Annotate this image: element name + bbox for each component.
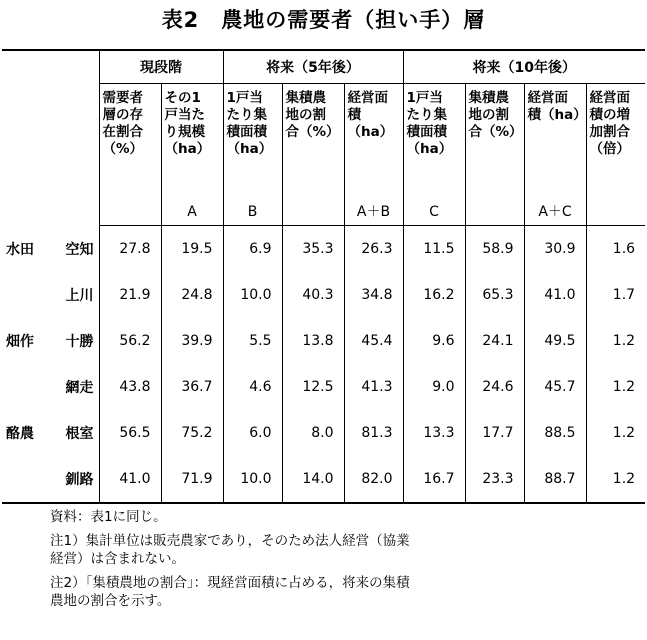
column-header: 需要者 層の存 在割合 （%） (99, 84, 161, 226)
table-row (2, 456, 645, 503)
value-cell: 24.8 (161, 272, 223, 318)
column-header: 経営面 積（ha） A＋B (344, 84, 403, 226)
value-cell: 40.3 (282, 272, 344, 318)
value-cell: 82.0 (344, 456, 403, 503)
note-text: 注1）集計単位は販売農家であり，そのため法人経営（協業 (50, 533, 410, 549)
value-cell: 9.6 (403, 318, 465, 364)
value-cell: 21.9 (99, 272, 161, 318)
value-cell: 39.9 (161, 318, 223, 364)
value-cell: 26.3 (344, 226, 403, 273)
category-cell: 酪農 (6, 426, 34, 442)
value-cell: 49.5 (524, 318, 586, 364)
corner-cell (2, 50, 52, 226)
value-cell: 1.6 (586, 226, 645, 273)
group-header-row (2, 50, 645, 84)
table-row (2, 318, 645, 364)
value-cell: 17.7 (465, 410, 524, 456)
column-header: その1 戸当た り規模 （ha） A (161, 84, 223, 226)
table-title: 表2 農地の需要者（担い手）層 (161, 8, 486, 32)
value-cell: 75.2 (161, 410, 223, 456)
value-cell: 11.5 (403, 226, 465, 273)
category-cell: 水田 (6, 241, 34, 258)
value-cell: 41.0 (99, 456, 161, 503)
value-cell: 19.5 (161, 226, 223, 273)
group-header: 将来（10年後） (403, 50, 645, 84)
category-cell (2, 364, 52, 410)
note-text: 資料：表1に同じ。 (50, 509, 167, 525)
category-cell (2, 456, 52, 503)
value-cell: 24.6 (465, 364, 524, 410)
value-cell: 6.9 (223, 226, 282, 273)
value-cell: 8.0 (282, 410, 344, 456)
group-header: 現段階 (99, 50, 223, 84)
value-cell: 12.5 (282, 364, 344, 410)
value-cell: 41.3 (344, 364, 403, 410)
source-note (50, 508, 630, 526)
region-cell: 上川 (65, 288, 94, 304)
corner-cell (52, 50, 99, 226)
value-cell: 88.7 (524, 456, 586, 503)
column-header: 1戸当 たり集 積面積 （ha） C (403, 84, 465, 226)
value-cell: 1.2 (586, 410, 645, 456)
value-cell: 36.7 (161, 364, 223, 410)
value-cell: 10.0 (223, 272, 282, 318)
value-cell: 45.7 (524, 364, 586, 410)
value-cell: 13.8 (282, 318, 344, 364)
note-text: 経営）は含まれない。 (50, 551, 185, 567)
note-1 (50, 532, 630, 568)
value-cell: 9.0 (403, 364, 465, 410)
value-cell: 23.3 (465, 456, 524, 503)
value-cell: 27.8 (99, 226, 161, 273)
region-cell: 釧路 (52, 456, 99, 503)
value-cell: 56.2 (99, 318, 161, 364)
column-header: 経営面 積（ha） A＋C (524, 84, 586, 226)
value-cell: 14.0 (282, 456, 344, 503)
value-cell: 10.0 (223, 456, 282, 503)
group-header: 将来（5年後） (223, 50, 403, 84)
value-cell: 41.0 (524, 272, 586, 318)
value-cell: 5.5 (223, 318, 282, 364)
note-text: 注2）「集積農地の割合」：現経営面積に占める，将来の集積 (50, 575, 410, 591)
value-cell: 1.2 (586, 318, 645, 364)
note-2 (50, 574, 630, 610)
table-row (2, 364, 645, 410)
value-cell: 1.7 (586, 272, 645, 318)
value-cell: 45.4 (344, 318, 403, 364)
category-cell (2, 272, 52, 318)
value-cell: 71.9 (161, 456, 223, 503)
value-cell: 30.9 (524, 226, 586, 273)
value-cell: 65.3 (465, 272, 524, 318)
region-cell: 網走 (65, 380, 94, 396)
value-cell: 56.5 (99, 410, 161, 456)
data-table (2, 49, 645, 504)
value-cell: 6.0 (223, 410, 282, 456)
value-cell: 1.2 (586, 364, 645, 410)
category-cell: 畑作 (6, 334, 34, 350)
value-cell: 81.3 (344, 410, 403, 456)
value-cell: 58.9 (465, 226, 524, 273)
value-cell: 4.6 (223, 364, 282, 410)
table-row (2, 272, 645, 318)
column-header: 集積農 地の割 合（%） (282, 84, 344, 226)
value-cell: 16.7 (403, 456, 465, 503)
value-cell: 43.8 (99, 364, 161, 410)
table-row (2, 410, 645, 456)
column-header: 経営面 積の増 加割合 （倍） (586, 84, 645, 226)
region-cell: 十勝 (65, 334, 94, 350)
column-header: 集積農 地の割 合（%） (465, 84, 524, 226)
value-cell: 35.3 (282, 226, 344, 273)
column-header: 1戸当 たり集 積面積 （ha） B (223, 84, 282, 226)
note-text: 農地の割合を示す。 (50, 593, 171, 609)
value-cell: 13.3 (403, 410, 465, 456)
value-cell: 88.5 (524, 410, 586, 456)
value-cell: 34.8 (344, 272, 403, 318)
table-row (2, 226, 645, 273)
value-cell: 16.2 (403, 272, 465, 318)
region-cell: 根室 (65, 426, 94, 442)
sub-header-row (2, 84, 645, 226)
region-cell: 空知 (65, 241, 94, 258)
footnotes (50, 508, 630, 616)
value-cell: 24.1 (465, 318, 524, 364)
value-cell: 1.2 (586, 456, 645, 503)
